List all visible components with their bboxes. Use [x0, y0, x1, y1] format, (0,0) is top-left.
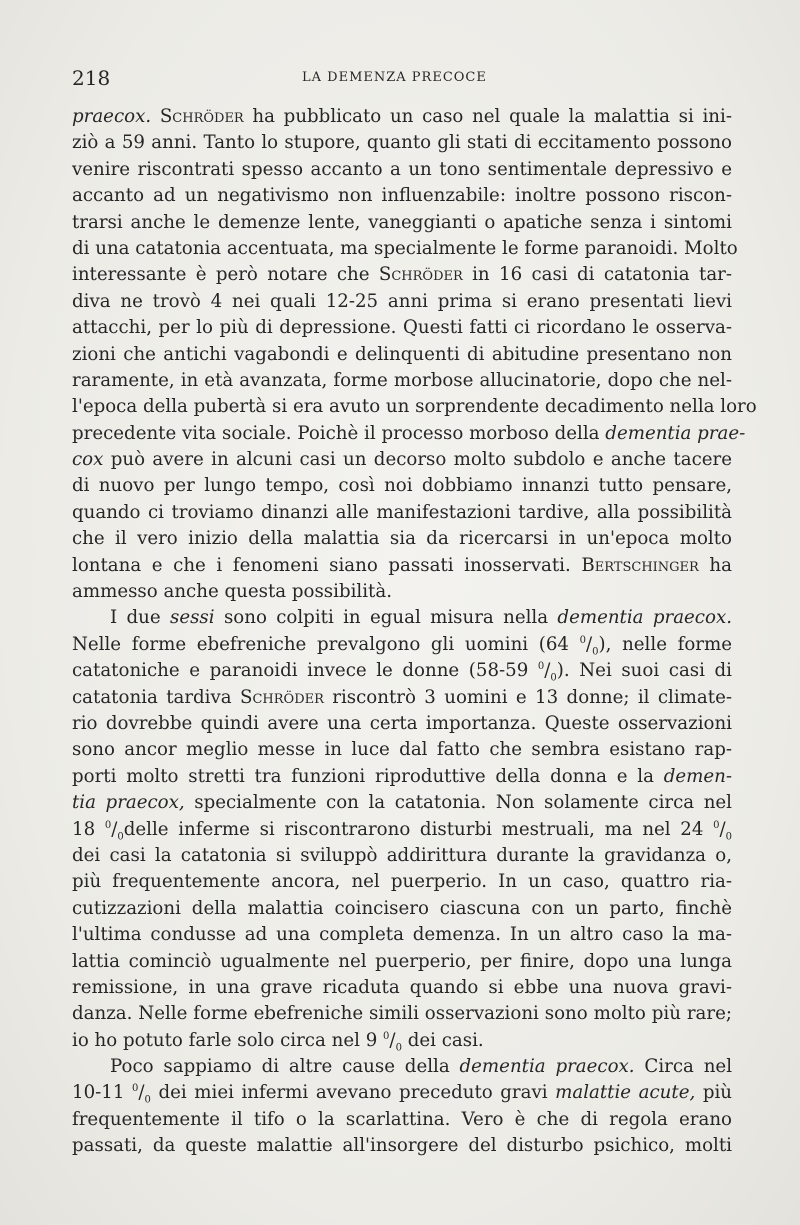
text-segment: ha pubblicato un caso nel quale la malattia si ini- — [243, 106, 732, 127]
text-line — [72, 896, 732, 922]
body-text — [72, 104, 757, 1160]
text-segment: 0 — [537, 661, 545, 673]
text-segment: / — [586, 633, 593, 655]
text-segment: ), nelle forme — [598, 633, 732, 655]
text-segment: Nelle forme ebefreniche prevalgono gli uomini (64 — [72, 633, 580, 655]
text-segment: 0 — [550, 672, 557, 684]
text-line — [72, 130, 732, 156]
text-line — [72, 289, 732, 315]
text-line — [72, 1001, 732, 1027]
text-segment: catatoniche e paranoidi invece le donne (58-59 — [72, 660, 538, 682]
text-segment: 0 — [395, 1042, 402, 1054]
text-segment: più frequentemente ancora, nel puerperio. In un caso, quattro ria- — [72, 871, 732, 893]
text-segment: che il vero inizio della malattia sia da ricercarsi in un'epoca molto — [72, 528, 732, 550]
text-segment: 0 — [104, 819, 112, 831]
text-segment: demen- — [663, 765, 732, 787]
text-line — [72, 447, 732, 473]
text-line — [72, 315, 732, 341]
text-segment: Schröder — [159, 106, 244, 127]
text-segment: Schröder — [378, 264, 463, 286]
text-segment: rio dovrebbe quindi avere una certa importanza. Queste osservazioni — [72, 712, 732, 734]
text-segment: / — [544, 660, 551, 682]
text-line — [72, 1080, 732, 1106]
text-segment: 0 — [579, 634, 587, 646]
text-segment: trarsi anche le demenze lente, vaneggianti o apatiche senza i sintomi — [72, 211, 732, 233]
text-segment: l'ultima condusse ad una completa demenza. In un altro caso la ma- — [72, 924, 732, 946]
text-segment: attacchi, per lo più di depressione. Questi fatti ci ricordano le osserva- — [72, 317, 732, 339]
text-line — [72, 949, 732, 975]
text-line — [72, 579, 732, 605]
text-segment: riscontrò 3 uomini e 13 donne; il climate- — [323, 686, 732, 708]
text-line — [72, 553, 732, 579]
text-segment: cutizzazioni della malattia coincisero ciascuna con un parto, finchè — [72, 897, 732, 919]
text-segment: in 16 casi di catatonia tar- — [462, 264, 732, 286]
text-line — [72, 1133, 732, 1159]
text-segment: dei casi la catatonia si sviluppò addirittura durante la gravidanza o, — [72, 844, 732, 866]
text-segment: cox — [72, 449, 104, 471]
text-segment: quando ci troviamo dinanzi alle manifestazioni tardive, alla possibilità — [72, 501, 732, 523]
text-line — [72, 869, 732, 895]
text-line — [72, 711, 732, 737]
text-segment: porti molto stretti tra funzioni riproduttive della donna e la — [72, 765, 664, 787]
text-segment: frequentemente il tifo o la scarlattina. Vero è che di regola erano — [72, 1108, 732, 1130]
text-line — [72, 764, 732, 790]
text-segment: 0 — [144, 1095, 151, 1107]
text-segment: lontana e che i fenomeni siano passati inosservati. — [72, 554, 582, 576]
text-segment: lattia cominciò ugualmente nel puerperio, per finire, dopo una lunga — [72, 950, 732, 972]
text-line — [72, 368, 732, 394]
text-segment: praecox. — [72, 106, 152, 127]
text-segment: venire riscontrati spesso accanto a un tono sentimentale depressivo e — [72, 158, 732, 180]
text-segment: 0 — [713, 819, 720, 831]
page-header — [72, 66, 732, 92]
text-segment: I due — [110, 607, 170, 629]
text-segment: di nuovo per lungo tempo, così noi dobbiamo innanzi tutto pensare, — [72, 475, 732, 497]
text-segment — [151, 106, 160, 127]
text-segment: più — [695, 1082, 732, 1104]
text-line — [72, 104, 732, 130]
text-segment: ha — [698, 554, 732, 576]
text-segment: dei miei infermi avevano preceduto gravi — [150, 1082, 556, 1104]
text-segment: 0 — [117, 831, 124, 843]
text-line — [72, 473, 732, 499]
text-segment: raramente, in età avanzata, forme morbose allucinatorie, dopo che nel- — [72, 369, 732, 391]
text-segment: sono ancor meglio messe in luce dal fatto che sembra esistano rap- — [72, 739, 732, 761]
text-line — [72, 342, 732, 368]
text-segment: dementia praecox. — [459, 1056, 635, 1078]
text-line — [72, 1054, 732, 1080]
text-line — [72, 817, 732, 843]
text-segment: 0 — [725, 831, 732, 843]
text-segment: 10-11 — [72, 1082, 132, 1104]
text-segment: accanto ad un negativismo non influenzabile: inoltre possono riscon- — [72, 185, 732, 207]
text-segment: / — [138, 1082, 145, 1104]
text-segment: / — [111, 818, 118, 840]
text-line — [72, 183, 732, 209]
text-segment: precedente vita sociale. Poichè il processo morboso della — [72, 422, 606, 444]
text-segment: Poco sappiamo di altre cause della — [110, 1056, 460, 1078]
text-line — [72, 975, 732, 1001]
text-segment: remissione, in una grave ricaduta quando si ebbe una nuova gravi- — [72, 976, 732, 998]
text-segment: diva ne trovò 4 nei quali 12-25 anni prima si erano presentati lievi — [72, 290, 732, 312]
text-segment: danza. Nelle forme ebefreniche simili osservazioni sono molto più rare; — [72, 1003, 732, 1025]
text-line — [72, 1107, 732, 1133]
text-line — [72, 605, 732, 631]
text-segment: passati, da queste malattie all'insorgere del disturbo psichico, molti — [72, 1135, 732, 1157]
text-segment: catatonia tardiva — [72, 686, 240, 708]
running-title: LA DEMENZA PRECOCE — [302, 70, 487, 85]
text-segment: ziò a 59 anni. Tanto lo stupore, quanto gli stati di eccitamento possono — [72, 132, 732, 154]
text-line — [72, 1028, 732, 1054]
text-segment: 0 — [383, 1030, 390, 1042]
text-segment: 0 — [592, 646, 599, 658]
text-segment: specialmente con la catatonia. Non solamente circa nel — [184, 792, 732, 814]
text-line — [72, 658, 732, 684]
text-segment: dei casi. — [401, 1029, 484, 1051]
text-segment: zioni che antichi vagabondi e delinquenti di abitudine presentano non — [72, 343, 732, 365]
text-segment: interessante è però notare che — [72, 264, 379, 286]
text-segment: di una catatonia accentuata, ma specialmente le forme paranoidi. Molto — [72, 237, 738, 259]
text-line — [72, 526, 732, 552]
text-segment: Circa nel — [634, 1056, 733, 1078]
text-line — [72, 394, 757, 420]
text-line — [72, 843, 732, 869]
text-line — [72, 685, 732, 711]
text-segment: / — [389, 1029, 396, 1051]
text-segment: l'epoca della pubertà si era avuto un sorprendente decadimento nella loro — [72, 396, 757, 418]
text-segment: ). Nei suoi casi di — [556, 660, 732, 682]
text-line — [72, 262, 732, 288]
text-segment: ammesso anche questa possibilità. — [72, 581, 392, 603]
text-segment: dementia praecox. — [557, 607, 732, 629]
text-segment: tia praecox, — [72, 792, 185, 814]
text-segment: io ho potuto farle solo circa nel 9 — [72, 1029, 384, 1051]
text-segment: delle inferme si riscontrarono disturbi mestruali, ma nel 24 — [123, 818, 714, 840]
text-segment: Schröder — [240, 686, 324, 708]
text-segment: dementia prae- — [605, 422, 746, 444]
text-line — [72, 632, 732, 658]
page-number: 218 — [72, 66, 111, 90]
text-segment: 18 — [72, 818, 105, 840]
text-segment: 0 — [132, 1083, 139, 1095]
text-line — [72, 236, 738, 262]
text-segment: può avere in alcuni casi un decorso molto subdolo e anche tacere — [103, 449, 732, 471]
text-line — [72, 500, 732, 526]
text-segment: malattie acute, — [555, 1082, 696, 1104]
text-segment: / — [719, 818, 726, 840]
text-segment: sono colpiti in egual misura nella — [214, 607, 558, 629]
text-line — [72, 737, 732, 763]
text-line — [72, 790, 732, 816]
text-segment: Bertschinger — [581, 554, 699, 576]
text-segment: sessi — [170, 607, 215, 629]
text-line — [72, 421, 746, 447]
text-line — [72, 210, 732, 236]
text-line — [72, 157, 732, 183]
text-line — [72, 922, 732, 948]
